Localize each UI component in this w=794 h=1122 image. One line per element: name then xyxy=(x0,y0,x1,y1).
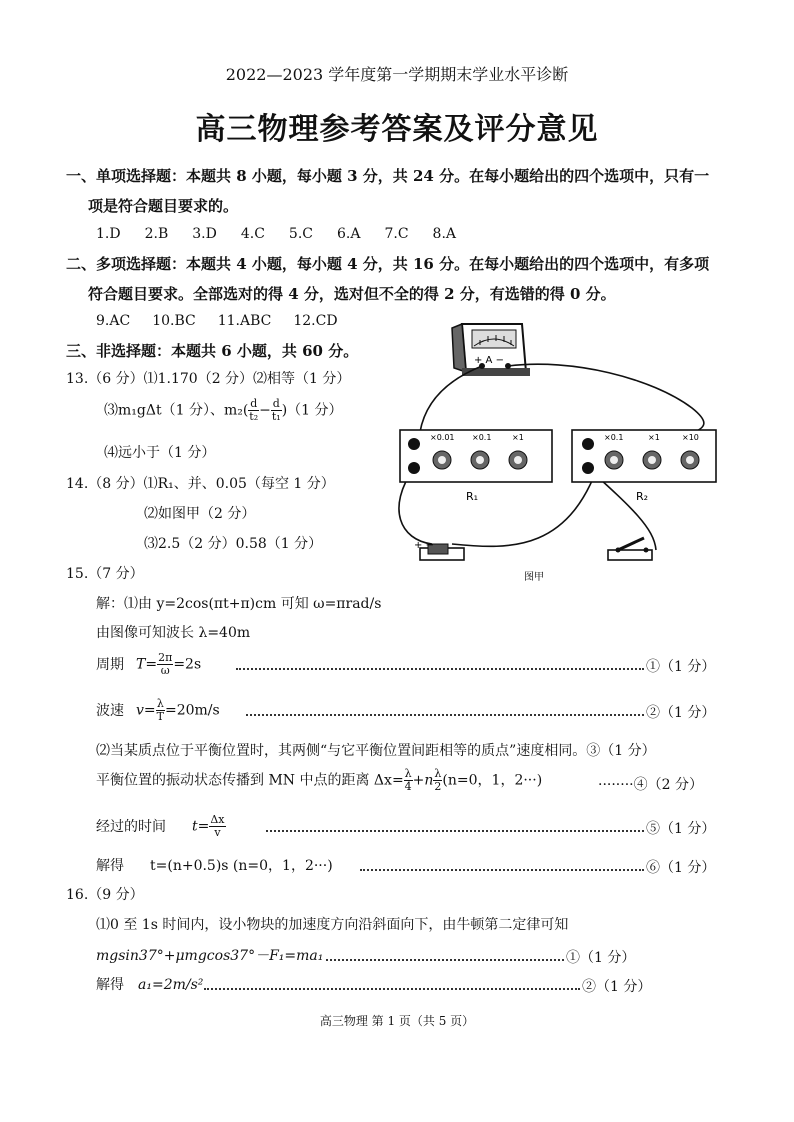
q15-time-frac: $\frac{\Delta x}{v}$ xyxy=(210,813,225,839)
q16-solve-value: a₁=2m/s² xyxy=(138,977,204,993)
page-footer: 高三物理 第 1 页（共 5 页） xyxy=(319,1014,475,1028)
section3-heading: 三、非选择题：本题共 6 小题，共 60 分。 xyxy=(66,342,359,360)
q15-period-frac: $\frac{2\pi}{\omega}$ xyxy=(158,651,173,677)
section1-answers xyxy=(96,226,456,242)
r1-scale-1: ×0.01 xyxy=(430,433,455,442)
q15-distance-text: 平衡位置的振动状态传播到 MN 中点的距离 Δx= xyxy=(96,772,404,789)
r1-label: R₁ xyxy=(466,490,479,503)
q13-line1: 13.（6 分）⑴1.170（2 分）⑵相等（1 分） xyxy=(66,371,351,387)
q16-score-1: ①（1 分） xyxy=(566,950,636,966)
answer-9: 9.AC xyxy=(96,313,131,329)
q15-score-2: ②（1 分） xyxy=(646,705,716,721)
answer-1: 1.D xyxy=(96,226,121,242)
q15-title: 15.（7 分） xyxy=(66,566,144,582)
section2-heading-line1: 二、多项选择题：本题共 4 小题，每小题 4 分，共 16 分。在每小题给出的四个选项中，有多项 xyxy=(66,255,710,273)
q16-score-2: ②（1 分） xyxy=(582,979,652,995)
q15-time-label: 经过的时间 xyxy=(96,818,166,835)
q13-minus: − xyxy=(259,402,271,419)
q15-speed-frac: $\frac{\lambda}{T}$ xyxy=(156,697,164,723)
r2-scale-3: ×10 xyxy=(682,433,699,442)
q15-line3 xyxy=(96,652,201,677)
q15-score-6: ⑥（1 分） xyxy=(646,860,716,876)
circuit-figure xyxy=(392,318,724,588)
q15-period-eq: T= xyxy=(136,656,158,673)
q15-speed-value: =20m/s xyxy=(164,702,220,719)
q15-solve-value: t=(n+0.5)s (n=0，1，2···) xyxy=(150,858,333,874)
q15-line1: 解：⑴由 y=2cos(πt+π)cm 可知 ω=πrad/s xyxy=(96,596,382,612)
answer-6: 6.A xyxy=(337,226,361,242)
q15-line6 xyxy=(96,768,542,793)
q14-line1: 14.（8 分）⑴R₁、并、0.05（每空 1 分） xyxy=(66,476,335,492)
q15-line8 xyxy=(96,855,333,875)
answer-3: 3.D xyxy=(192,226,217,242)
battery-label: + − xyxy=(414,540,434,551)
answer-2: 2.B xyxy=(144,226,169,242)
q13-line2-b: )（1 分） xyxy=(281,402,343,419)
leader-dots xyxy=(326,959,564,961)
ammeter-icon xyxy=(452,324,530,376)
section2-heading-line2: 符合题目要求。全部选对的得 4 分，选对但不全的得 2 分，有选错的得 0 分。 xyxy=(88,285,616,303)
q15-period-value: =2s xyxy=(173,656,202,673)
q15-time-eq: t= xyxy=(192,818,210,835)
r1-scale-3: ×1 xyxy=(512,433,524,442)
q16-solve-label: 解得 xyxy=(96,977,124,993)
q15-period-label: 周期 xyxy=(96,656,124,673)
q15-speed-eq: v= xyxy=(136,702,156,719)
answer-8: 8.A xyxy=(432,226,457,242)
answer-4: 4.C xyxy=(240,226,265,242)
r1-scale-2: ×0.1 xyxy=(472,433,492,442)
answer-7: 7.C xyxy=(384,226,409,242)
answer-10: 10.BC xyxy=(152,313,196,329)
exam-subtitle: 2022—2023 学年度第一学期期末学业水平诊断 xyxy=(225,65,569,84)
q15-line2: 由图像可知波长 λ=40m xyxy=(96,625,251,641)
ammeter-label: + A − xyxy=(474,355,504,366)
q15-score-1: ①（1 分） xyxy=(646,659,716,675)
section1-heading-line2: 项是符合题目要求的。 xyxy=(88,197,239,215)
q15-distance-frac1: $\frac{\lambda}{4}$ xyxy=(404,767,412,793)
q14-line3: ⑶2.5（2 分）0.58（1 分） xyxy=(144,536,323,552)
q16-line2: mgsin37°+μmgcos37°－F₁=ma₁ xyxy=(96,948,324,964)
battery-icon xyxy=(414,540,464,560)
q15-distance-n: (n=0，1，2···) xyxy=(442,772,543,789)
leader-dots xyxy=(204,988,580,990)
section1-heading-line1: 一、单项选择题：本题共 8 小题，每小题 3 分，共 24 分。在每小题给出的四个选项中，只有一 xyxy=(66,167,710,185)
q13-frac1: $\frac{d}{\text{t₂}}$ xyxy=(249,397,259,423)
section2-answers xyxy=(96,313,338,329)
q13-line3: ⑷远小于（1 分） xyxy=(104,445,216,461)
answer-12: 12.CD xyxy=(293,313,338,329)
switch-icon xyxy=(608,538,652,560)
q16-line3 xyxy=(96,974,203,994)
q13-line2-a: ⑶m₁gΔt（1 分）、m₂( xyxy=(104,402,249,419)
leader-dots xyxy=(266,830,644,832)
q15-line5: ⑵当某质点位于平衡位置时，其两侧“与它平衡位置间距相等的质点”速度相同。③（1 分） xyxy=(96,743,656,759)
q15-line4 xyxy=(96,698,220,723)
q13-frac2: $\frac{d}{\text{t₁}}$ xyxy=(271,397,281,423)
q15-line7 xyxy=(96,814,226,839)
resistance-box-r1 xyxy=(400,430,552,482)
figure-caption: 图甲 xyxy=(524,572,544,583)
answer-5: 5.C xyxy=(288,226,313,242)
q14-line2: ⑵如图甲（2 分） xyxy=(144,506,256,522)
q15-solve-label: 解得 xyxy=(96,858,124,874)
page-title: 高三物理参考答案及评分意见 xyxy=(195,112,599,147)
answer-11: 11.ABC xyxy=(217,313,272,329)
q15-score-4: ········④（2 分） xyxy=(598,777,703,793)
q15-distance-frac2: $\frac{\lambda}{2}$ xyxy=(434,767,442,793)
leader-dots xyxy=(246,714,644,716)
r2-label: R₂ xyxy=(636,490,649,503)
leader-dots xyxy=(360,869,644,871)
q16-line1: ⑴0 至 1s 时间内，设小物块的加速度方向沿斜面向下，由牛顿第二定律可知 xyxy=(96,917,569,933)
resistance-box-r2 xyxy=(572,430,716,482)
r2-scale-2: ×1 xyxy=(648,433,660,442)
q15-speed-label: 波速 xyxy=(96,702,124,719)
q16-title: 16.（9 分） xyxy=(66,887,144,903)
q13-line2 xyxy=(104,398,343,423)
leader-dots xyxy=(236,668,644,670)
q15-score-5: ⑤（1 分） xyxy=(646,821,716,837)
q15-distance-plus: +n xyxy=(412,772,434,789)
r2-scale-1: ×0.1 xyxy=(604,433,624,442)
